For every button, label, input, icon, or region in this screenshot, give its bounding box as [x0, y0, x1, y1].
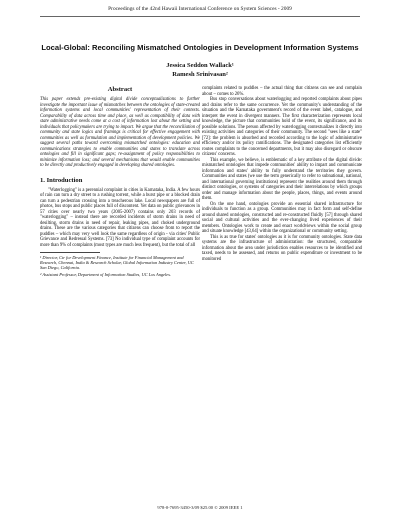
paper-title: Local-Global: Reconciling Mismatched Ontologies in Development Information Systems — [41, 43, 359, 52]
header-rule — [40, 16, 360, 17]
author-name: Ramesh Srinivasan² — [172, 71, 228, 78]
running-head: Proceedings of the 42nd Hawaii International Conference on System Sciences - 2009 — [108, 6, 292, 12]
intro-paragraph: "Waterlogging" is a perennial complaint in cities in Karnataka, India. A few hours of rain can turn a dry street to a rushing torrent, while a burst pipe or a blocked drain can turn a pedestrian crossing into a treacherous lake. Local newspapers are full of photos, bus stops and public places full of discontent. Yet data on public grievances in 57 cities over nearly two years (2005-2007) contains only 203 records of "waterlogging" – instead there are recorded incidents of storm drains in need of desilting, storm drains in need of repair, leaking pipes, and choked underground drains. These are the various categories that citizens can choose from to report the puddles – which may very well look the same regardless of origin - via cities' Public Grievance and Redressal Systems. [73] No individual type of complaint accounts for more than 9% of complaints (most types are much less frequent), but the total of all — [40, 187, 200, 248]
footnote: ¹ Director, Ctr for Development Finance, Institute for Financial Management and Research, Chennai, India & Research Scholar, Global Information Industry Center, UC San Diego, California. — [40, 255, 194, 271]
body-paragraph: Bus stop conversations about waterlogging and reported complaints about pipes and drains refer to the same occurrence. Yet the community's understanding of the situation and the Karnataka government's record of the event label, catalogue, and interpret the event in divergent manners. The first characterization represents local knowledge, the picture that communities hold of the event, its significance, and its possible solutions. The person affected by waterlogging contextualizes it directly into existing activities and categories of their community. The second "sees like a state" [72]: the problem is absorbed and recorded according to the logic of administrative efficiency and/or its policy ramifications. The designated categories list efficiently routes complaints to the concerned departments, but it may also disregard or obscure citizens' concerns. — [202, 97, 362, 157]
body-paragraph: This is as true for states' ontologies as it is for community ontologies. State data systems are the infrastructure of administration: the structured, comparable information about the area under jurisdiction enables resources to be identified and taxed, needs to be assessed, and returns on public expenditure or investment to be monitored — [202, 234, 362, 262]
body-paragraph: complaints related to puddles – the actual thing that citizens can see and complain about – comes to 26%. — [202, 86, 362, 97]
abstract-text: This paper extends pre-existing digital divide conceptualizations to further investigate the important issue of mismatches between the ontologies of state-created information systems and local communities' representation of their contexts. Comparability of data across time and place, as well as compatibility of data with state administrative needs come at a cost of information lost about the setting and individuals that policymakers are trying to impact. We argue that the reconciliation of community and state logics and framings is critical for effective engagement with communities as well as formulation and implementation of development policies. We suggest several paths toward overcoming mismatched ontologies: education and communications strategies to enable communities and states to translate across ontologies and fill in significant gaps; re-assignment of policy responsibilities to minimize information loss; and several mechanisms that would enable communities to be directly and productively engaged in developing shared ontologies. — [40, 97, 200, 168]
section-heading: 1. Introduction — [40, 176, 83, 184]
left-column — [40, 86, 200, 278]
author-name: Jessica Seddon Wallack¹ — [166, 62, 234, 69]
abstract-heading: Abstract — [107, 86, 133, 93]
right-column — [202, 86, 362, 262]
page-footer: 978-0-7695-3450-3/09 $25.00 © 2009 IEEE 1 — [157, 505, 243, 510]
footnote: ² Assistant Professor, Department of Information Studies, UC Los Angeles. — [40, 271, 172, 277]
body-paragraph: This example, we believe, is emblematic of a key attribute of the digital divide: mismatched ontologies that impede communities' ability to impart and communicate information and states' ability to fully understand the territories they govern. Communities and states (we use the term generically to refer to subnational, national, and international governing institutions) represent the realities around them through distinct ontologies, or systems of categories and their interrelations by which groups order and manage information about the people, places, things, and events around them. — [202, 157, 362, 201]
footnote-rule — [40, 252, 100, 253]
body-paragraph: On the one hand, ontologies provide an essential shared infrastructure for individuals to function as a group. Communities may in fact form and self-define around shared ontologies, constructed and re-constructed fluidly [57] through shared social and cultural activities and the ever-changing lived experiences of their members. Ontologies work to create and enact worldviews within the social group and situate knowledge [43,64] within the organizational or community setting. — [202, 201, 362, 234]
